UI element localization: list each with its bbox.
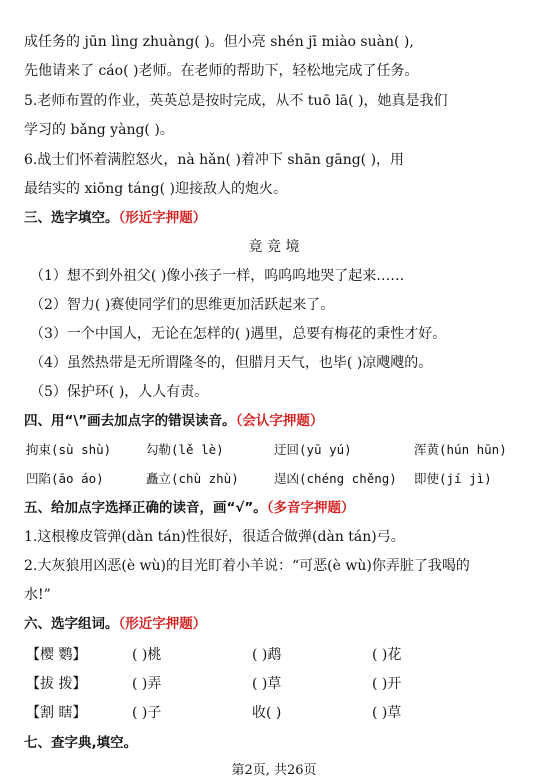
section-6-tag: （形近字押题）: [118, 616, 207, 632]
word-group-label: 【樱 鹦】: [26, 647, 87, 663]
word-blank: ( )草: [372, 705, 402, 721]
word-blank: ( )桃: [132, 647, 162, 663]
section-7-heading: 七、查字典,填空。: [24, 735, 138, 751]
section-3-item: （5）保护环( )，人人有责。: [30, 384, 209, 400]
section-6-heading: [24, 614, 206, 634]
text-line: 5.老师布置的作业，英英总是按时完成，从不 tuō lā( )，她真是我们: [24, 93, 448, 109]
section-4-tag: （会认字押题）: [235, 413, 324, 429]
section-5-line: 水!”: [24, 587, 51, 603]
section-3-item: （3）一个中国人，无论在怎样的( )遇里，总要有梅花的秉性才好。: [30, 326, 447, 342]
pinyin-item: 迂回(yū yú): [274, 442, 352, 457]
word-group-label: 【割 瞎】: [26, 705, 87, 721]
text-line: 最结实的 xiōng táng( )迎接敌人的炮火。: [24, 181, 288, 197]
section-3-tag: （形近字押题）: [118, 210, 207, 226]
section-5-tag: （多音字押题）: [266, 500, 355, 516]
section-3-item: （2）智力( )赛使同学们的思维更加活跃起来了。: [30, 297, 335, 313]
word-blank: 收( ): [252, 705, 282, 721]
section-3-chars: 竟 竞 境: [248, 239, 300, 255]
page-footer: 第2页, 共26页: [231, 763, 317, 778]
word-blank: ( )开: [372, 676, 402, 692]
word-blank: ( )子: [132, 705, 162, 721]
section-4-title: 四、用“\”画去加点字的错误读音。: [24, 413, 236, 429]
text-line: 6.战士们怀着满腔怒火，nà hǎn( )着冲下 shān gāng( )，用: [24, 152, 405, 168]
pinyin-item: 即使(jí jì): [414, 471, 492, 486]
section-5-title: 五、给加点字选择正确的读音，画“√”。: [24, 500, 267, 516]
text-line: 学习的 bǎng yàng( )。: [24, 122, 174, 138]
word-blank: ( )鹉: [252, 647, 282, 663]
section-6-title: 六、选字组词。: [24, 616, 119, 632]
section-4-heading: [24, 411, 323, 431]
pinyin-item: 矗立(chù zhù): [146, 471, 239, 486]
section-3-title: 三、选字填空。: [24, 210, 119, 226]
word-blank: ( )草: [252, 676, 282, 692]
word-group-label: 【拔 拨】: [26, 676, 87, 692]
word-blank: ( )弄: [132, 676, 162, 692]
word-blank: ( )花: [372, 647, 402, 663]
pinyin-item: 浑黄(hún hūn): [414, 442, 507, 457]
text-line: 成任务的 jūn lìng zhuàng( )。但小亮 shén jī miào suàn( ),: [24, 34, 414, 50]
pinyin-item: 逞凶(chéng chěng): [274, 471, 397, 486]
section-3-item: （4）虽然热带是无所谓隆冬的，但腊月天气，也毕( )凉飕飕的。: [30, 355, 433, 371]
section-3-heading: [24, 208, 206, 228]
pinyin-item: 拘束(sù shù): [26, 442, 112, 457]
pinyin-item: 勾勒(lě lè): [146, 442, 224, 457]
section-5-line: 2.大灰狼用凶恶(è wù)的目光盯着小羊说：“可恶(è wù)你弄脏了我喝的: [24, 558, 470, 574]
section-5-heading: [24, 498, 355, 518]
text-line: 先他请来了 cáo( )老师。在老师的帮助下，轻松地完成了任务。: [24, 63, 419, 79]
section-5-line: 1.这根橡皮管弹(dàn tán)性很好，很适合做弹(dàn tán)弓。: [24, 529, 405, 545]
section-3-item: （1）想不到外祖父( )像小孩子一样，呜呜呜地哭了起来……: [30, 268, 405, 284]
pinyin-item: 凹陷(āo áo): [26, 471, 104, 486]
